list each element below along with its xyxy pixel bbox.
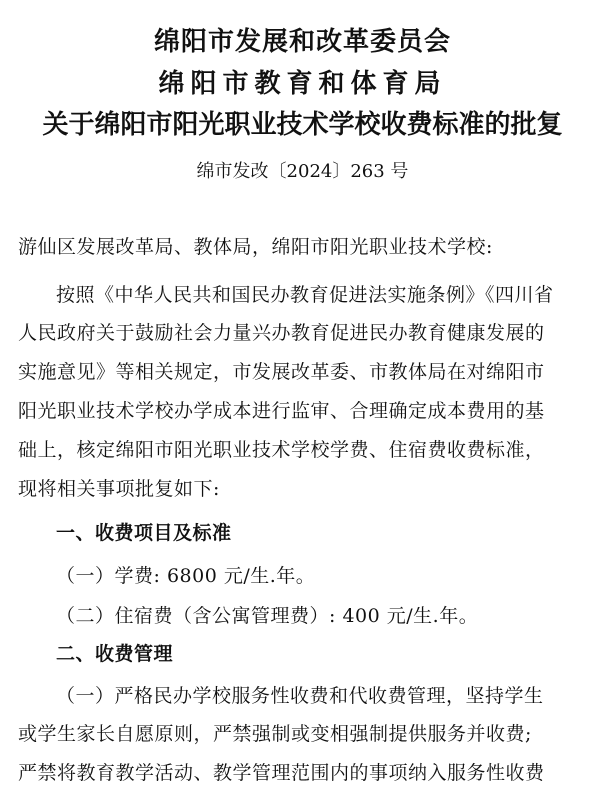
document-title: 关于绵阳市阳光职业技术学校收费标准的批复 — [42, 110, 563, 140]
management-paragraph-line: 严禁将教育教学活动、教学管理范围内的事项纳入服务性收费 — [18, 762, 545, 784]
fee-item-accommodation: （二）住宿费（含公寓管理费）: 400 元/生.年。 — [56, 605, 479, 627]
intro-paragraph-line: 按照《中华人民共和国民办教育促进法实施条例》《四川省 — [56, 284, 554, 306]
intro-paragraph-line: 础上，核定绵阳市阳光职业技术学校学费、住宿费收费标准， — [18, 439, 545, 461]
fee-item-tuition: （一）学费: 6800 元/生.年。 — [56, 565, 316, 587]
intro-paragraph-line: 实施意见》等相关规定，市发展改革委、市教体局在对绵阳市 — [18, 361, 545, 383]
management-paragraph-line: （一）严格民办学校服务性收费和代收费管理，坚持学生 — [56, 685, 544, 707]
intro-paragraph-line: 人民政府关于鼓励社会力量兴办教育促进民办教育健康发展的 — [18, 322, 545, 344]
section-heading-fee-management: 二、收费管理 — [56, 643, 174, 665]
recipients-line: 游仙区发展改革局、教体局，绵阳市阳光职业技术学校: — [18, 236, 493, 258]
intro-paragraph-line: 现将相关事项批复如下: — [18, 478, 220, 500]
section-heading-fees: 一、收费项目及标准 — [56, 522, 232, 544]
management-paragraph-line: 或学生家长自愿原则，严禁强制或变相强制提供服务并收费; — [18, 723, 532, 745]
issuer-title-education-sports: 绵阳市教育和体育局 — [158, 69, 447, 99]
issuer-title-development-reform: 绵阳市发展和改革委员会 — [153, 27, 451, 57]
document-number: 绵市发改〔2024〕263 号 — [196, 161, 409, 182]
intro-paragraph-line: 阳光职业技术学校办学成本进行监审、合理确定成本费用的基 — [18, 400, 545, 422]
